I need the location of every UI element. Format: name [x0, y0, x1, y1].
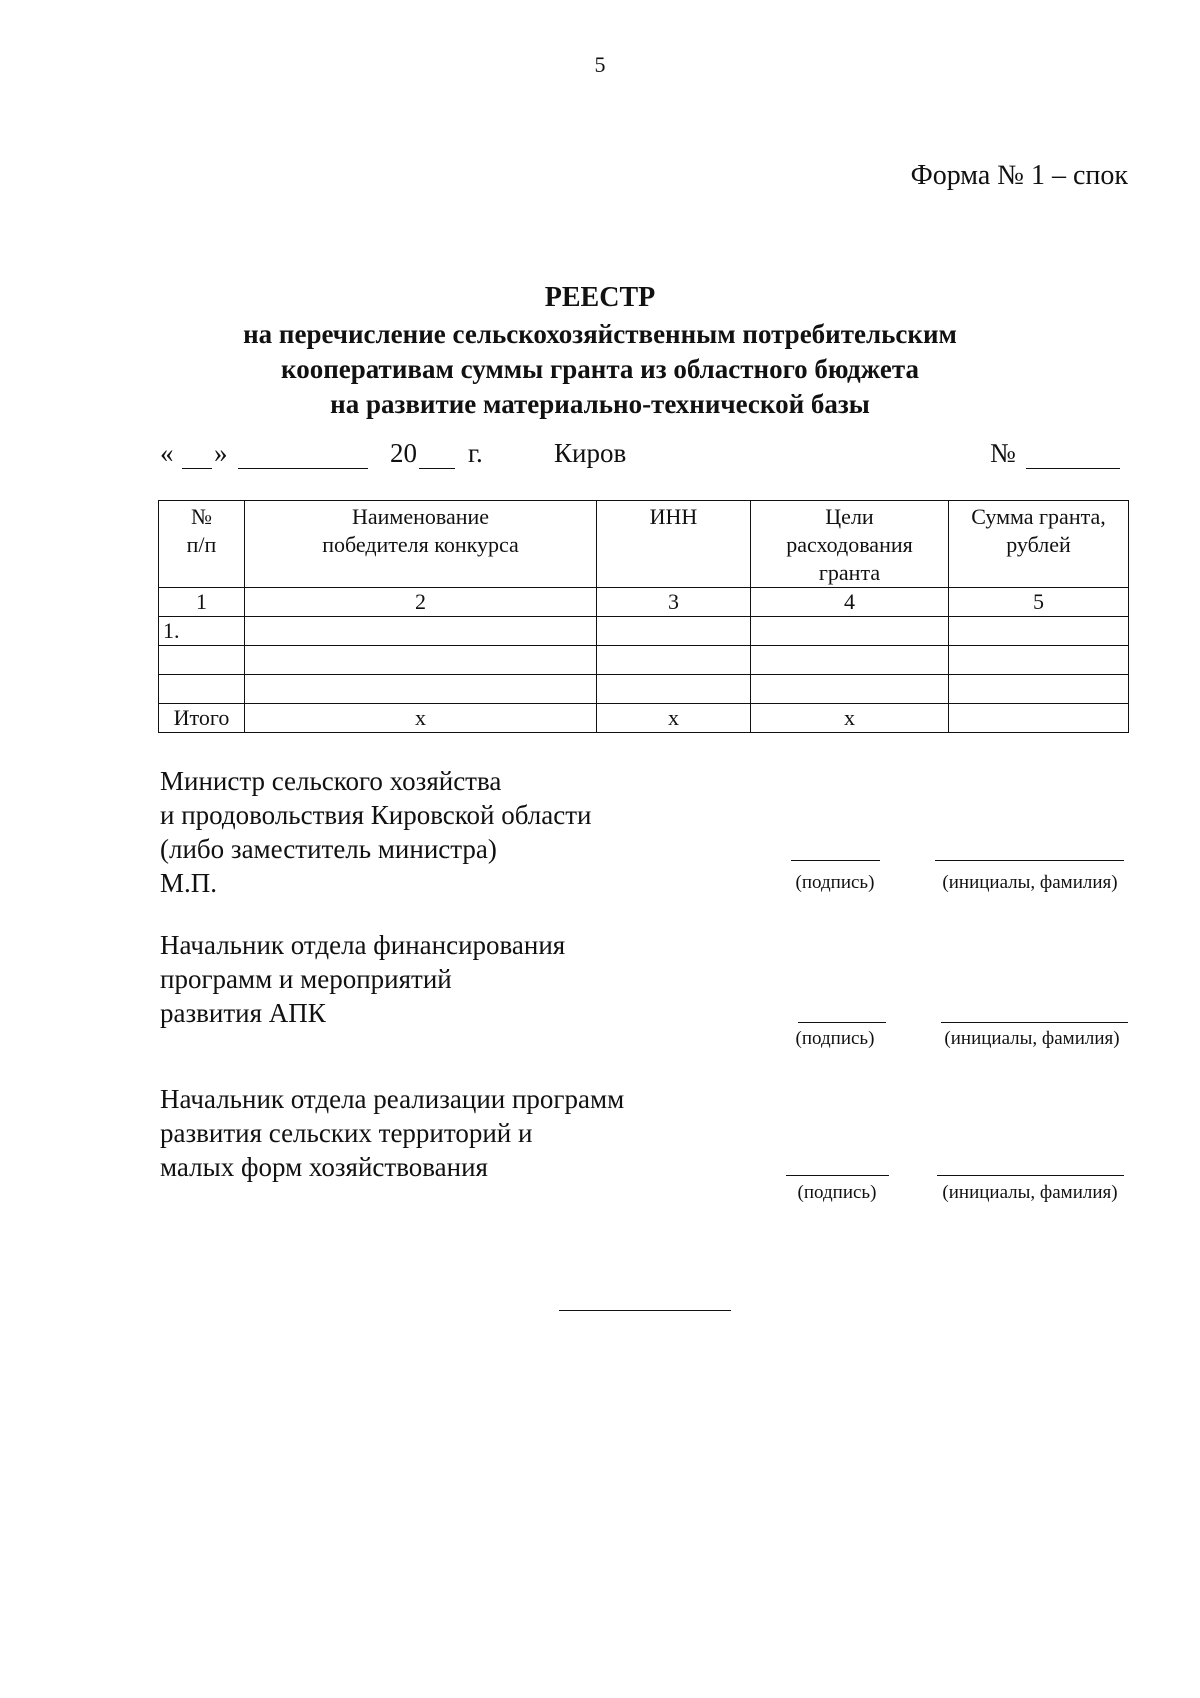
table-cell: [159, 675, 245, 704]
total-label: Итого: [159, 704, 245, 733]
signatory-line: развития сельских территорий и: [160, 1118, 533, 1148]
form-label: Форма № 1 – спок: [910, 160, 1128, 191]
table-cell: х: [245, 704, 597, 733]
signature-block-rural: [160, 1082, 624, 1184]
signatory-line: (либо заместитель министра): [160, 834, 497, 864]
table-total-row: [159, 704, 1129, 733]
open-quote: «: [160, 438, 174, 468]
table-cell: 2: [245, 588, 597, 617]
page-number: 5: [594, 52, 606, 77]
table-cell: 5: [949, 588, 1129, 617]
signatory-line: Министр сельского хозяйства: [160, 766, 502, 796]
title-line-2: кооперативам суммы гранта из областного бюджета: [281, 354, 919, 384]
signature-line: [798, 1022, 886, 1023]
table-cell: 3: [597, 588, 751, 617]
table-cell: [751, 617, 949, 646]
signature-line: [786, 1175, 889, 1176]
table-cell: 1.: [159, 617, 245, 646]
document-title: [0, 280, 1200, 422]
table-cell: х: [597, 704, 751, 733]
name-line: [941, 1022, 1128, 1023]
table-row: [159, 617, 1129, 646]
name-caption: (инициалы, фамилия): [944, 1028, 1120, 1049]
table-cell: 4: [751, 588, 949, 617]
signature-block-minister: [160, 764, 592, 900]
name-caption: (инициалы, фамилия): [942, 872, 1118, 893]
year-blank: [419, 468, 455, 469]
signatory-line: малых форм хозяйствования: [160, 1152, 488, 1182]
table-cell: [751, 675, 949, 704]
table-cell: [597, 646, 751, 675]
number-blank: [1026, 468, 1120, 469]
month-blank: [238, 468, 368, 469]
table-cell: [245, 675, 597, 704]
header-inn-text: ИНН: [649, 504, 698, 529]
table-cell: [949, 617, 1129, 646]
table-cell: [949, 646, 1129, 675]
header-number-text: № п/п: [186, 504, 217, 557]
header-grant-amount-text: Сумма гранта, рублей: [971, 504, 1106, 557]
column-number-row: [159, 588, 1129, 617]
date-line: [160, 438, 1120, 474]
table-cell: [245, 646, 597, 675]
table-cell: [245, 617, 597, 646]
table-row: [159, 675, 1129, 704]
table-row: [159, 646, 1129, 675]
signature-caption: (подпись): [797, 1182, 877, 1203]
header-number: [159, 501, 245, 588]
day-blank: [182, 468, 212, 469]
signature-block-finance: [160, 928, 565, 1030]
table-cell: [597, 617, 751, 646]
close-quote: »: [214, 438, 228, 468]
signatory-line: программ и мероприятий: [160, 964, 452, 994]
name-line: [935, 860, 1124, 861]
header-winner-name: [245, 501, 597, 588]
name-line: [937, 1175, 1124, 1176]
table-cell: 1: [159, 588, 245, 617]
city: Киров: [554, 438, 627, 468]
table-cell: [159, 646, 245, 675]
name-caption: (инициалы, фамилия): [942, 1182, 1118, 1203]
table-header-row: [159, 501, 1129, 588]
table-cell: [949, 704, 1129, 733]
signatory-line: М.П.: [160, 868, 218, 898]
registry-table: [158, 500, 1129, 733]
header-inn: [597, 501, 751, 588]
table-cell: [751, 646, 949, 675]
header-purpose: [751, 501, 949, 588]
header-grant-amount: [949, 501, 1129, 588]
header-winner-name-text: Наименование победителя конкурса: [322, 504, 519, 557]
title-main: РЕЕСТР: [544, 282, 656, 313]
end-rule: [559, 1310, 731, 1311]
title-line-3: на развитие материально-технической базы: [330, 389, 870, 419]
signatory-line: и продовольствия Кировской области: [160, 800, 592, 830]
signature-line: [791, 860, 880, 861]
table-cell: х: [751, 704, 949, 733]
table-cell: [949, 675, 1129, 704]
header-purpose-text: Цели расходования гранта: [786, 504, 913, 585]
table-cell: [597, 675, 751, 704]
signature-caption: (подпись): [795, 1028, 875, 1049]
year-suffix: г.: [468, 438, 483, 468]
year-prefix: 20: [390, 438, 417, 468]
number-sign: №: [990, 438, 1016, 468]
signatory-line: развития АПК: [160, 998, 326, 1028]
signatory-line: Начальник отдела финансирования: [160, 930, 566, 960]
title-line-1: на перечисление сельскохозяйственным потребительским: [243, 319, 957, 349]
signature-caption: (подпись): [795, 872, 875, 893]
signatory-line: Начальник отдела реализации программ: [160, 1084, 625, 1114]
